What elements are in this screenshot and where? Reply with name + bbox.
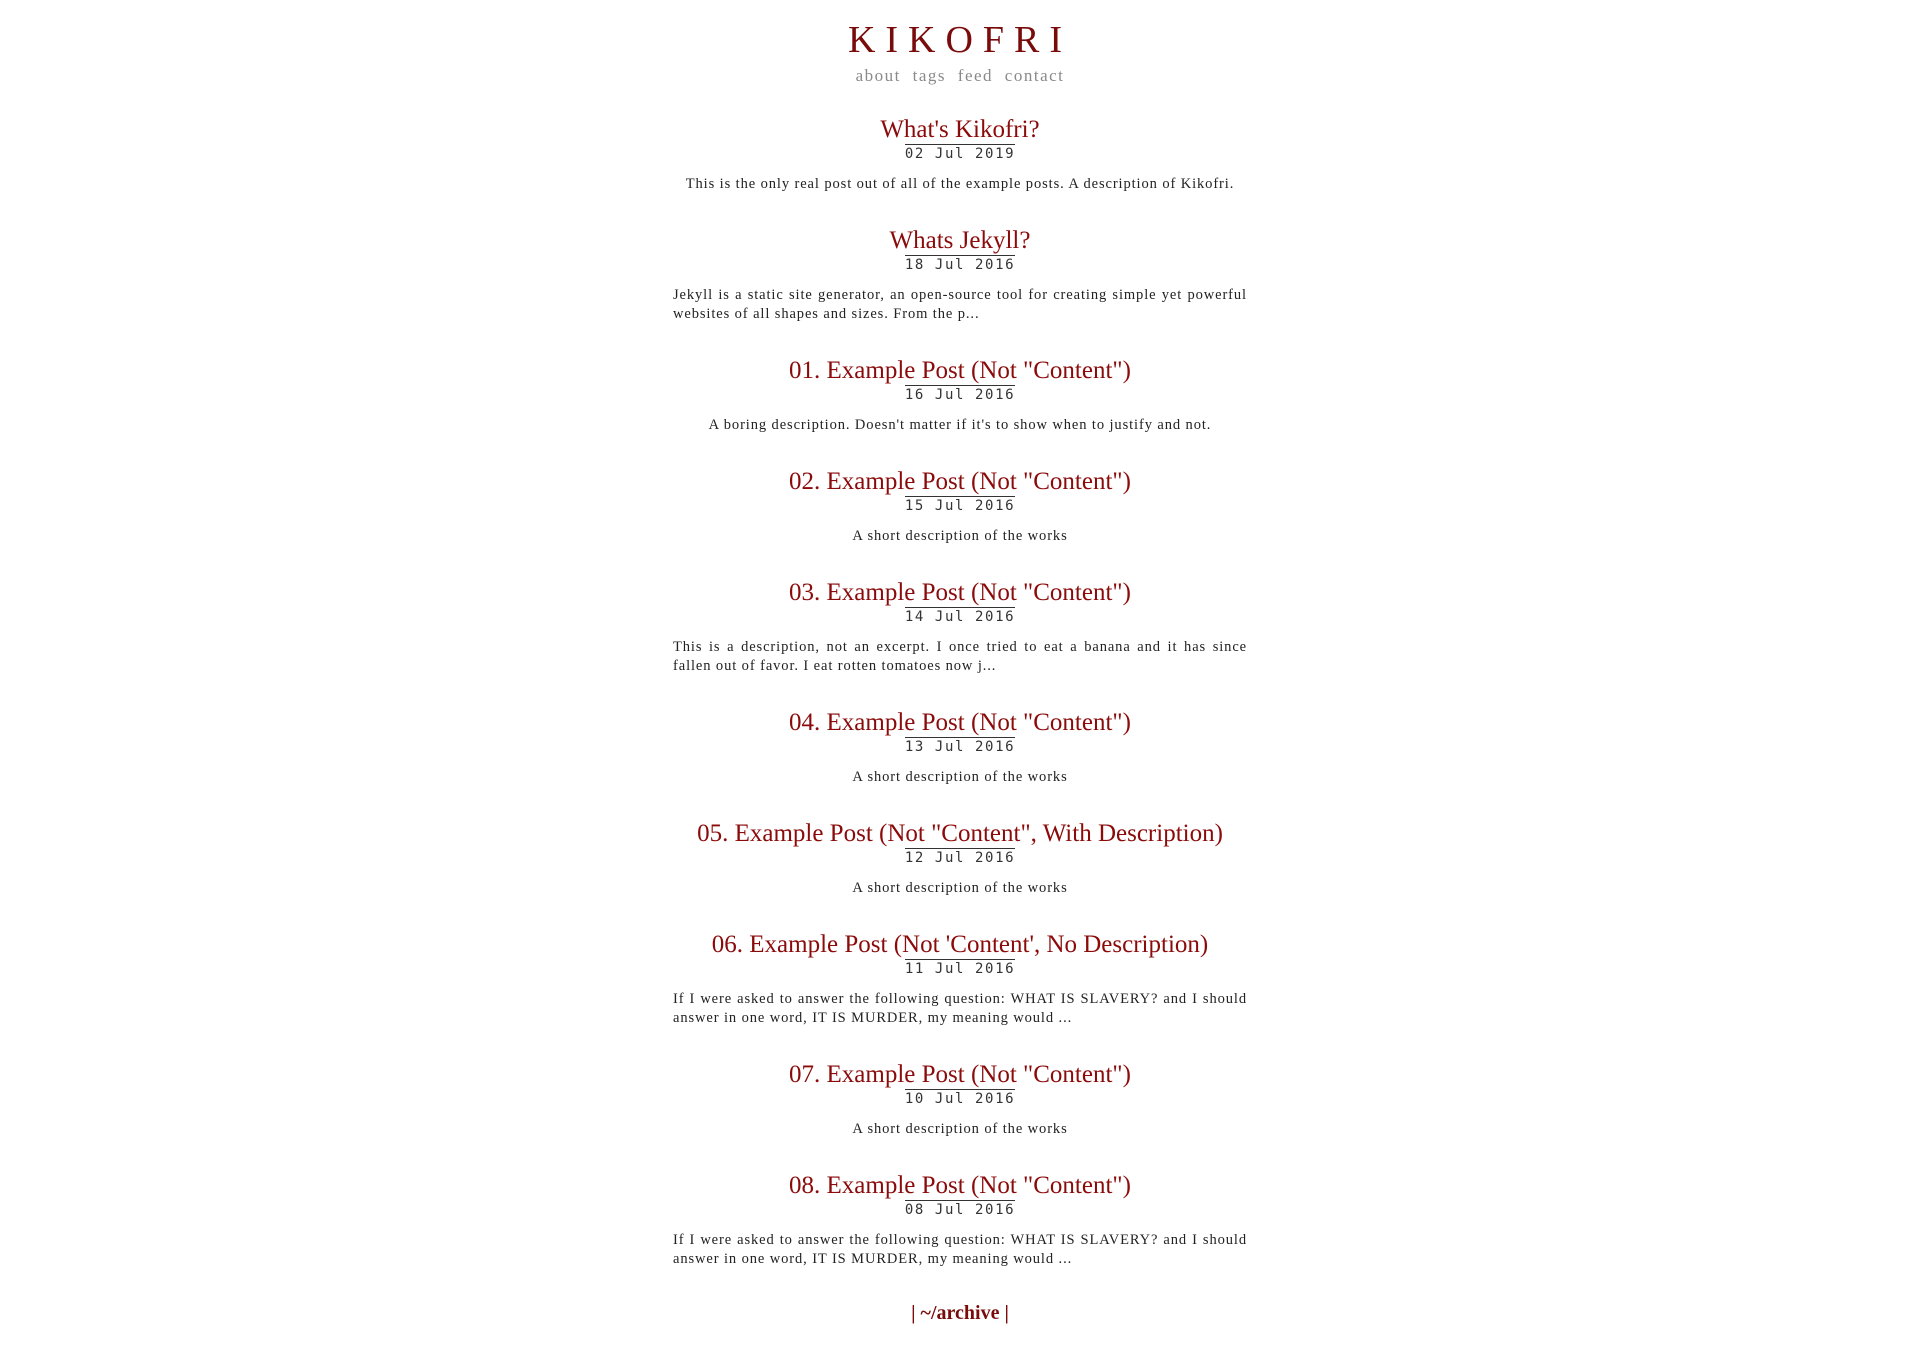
archive-separator-right: | (999, 1302, 1009, 1324)
post-title-link[interactable]: Whats Jekyll? (889, 227, 1031, 254)
post-item (673, 709, 1247, 787)
post-date: 08 Jul 2016 (904, 1202, 1016, 1218)
post-excerpt: A short description of the works (852, 1121, 1068, 1137)
archive-link[interactable]: ~/archive (920, 1302, 1000, 1324)
post-item (673, 227, 1247, 324)
nav-link-contact[interactable]: contact (1004, 66, 1065, 85)
post-title-link[interactable]: 02. Example Post (Not "Content") (789, 468, 1131, 495)
post-item (673, 1172, 1247, 1269)
post-date: 10 Jul 2016 (904, 1091, 1016, 1107)
post-date: 14 Jul 2016 (904, 609, 1016, 625)
post-excerpt: A short description of the works (852, 880, 1068, 896)
site-nav (0, 66, 1920, 86)
post-title-link[interactable]: 04. Example Post (Not "Content") (789, 709, 1131, 736)
nav-link-about[interactable]: about (855, 66, 901, 85)
post-date: 15 Jul 2016 (904, 498, 1016, 514)
post-excerpt: This is a description, not an excerpt. I once tried to eat a banana and it has since fallen out of favor. I eat rotten tomatoes now j... (673, 639, 1247, 674)
site-header (0, 0, 1920, 86)
post-excerpt: If I were asked to answer the following question: WHAT IS SLAVERY? and I should answer in one word, IT IS MURDER, my meaning would ... (673, 991, 1247, 1026)
post-excerpt: Jekyll is a static site generator, an open-source tool for creating simple yet powerful websites of all shapes and sizes. From the p... (673, 287, 1247, 322)
post-item (673, 357, 1247, 435)
post-item (673, 116, 1247, 194)
post-title-link[interactable]: What's Kikofri? (880, 116, 1040, 143)
post-title-link[interactable]: 06. Example Post (Not 'Content', No Description) (711, 931, 1209, 958)
post-excerpt: A short description of the works (852, 769, 1068, 785)
post-title-link[interactable]: 01. Example Post (Not "Content") (789, 357, 1131, 384)
nav-link-tags[interactable]: tags (912, 66, 947, 85)
post-item (673, 468, 1247, 546)
post-excerpt: This is the only real post out of all of the example posts. A description of Kikofri. (685, 176, 1235, 192)
archive-footer (673, 1302, 1247, 1325)
post-excerpt: A short description of the works (852, 528, 1068, 544)
post-date: 13 Jul 2016 (904, 739, 1016, 755)
post-title-link[interactable]: 05. Example Post (Not "Content", With Description) (697, 820, 1223, 847)
post-item (673, 579, 1247, 676)
post-title-link[interactable]: 08. Example Post (Not "Content") (789, 1172, 1131, 1199)
post-excerpt: A boring description. Doesn't matter if it's to show when to justify and not. (708, 417, 1212, 433)
post-date: 18 Jul 2016 (904, 257, 1016, 273)
archive-separator-left: | (911, 1302, 921, 1324)
post-item (673, 1061, 1247, 1139)
site-title-link[interactable]: KIKOFRI (847, 19, 1073, 61)
post-item (673, 820, 1247, 898)
post-date: 11 Jul 2016 (904, 961, 1016, 977)
post-item (673, 931, 1247, 1028)
post-list (673, 116, 1247, 1325)
post-title-link[interactable]: 03. Example Post (Not "Content") (789, 579, 1131, 606)
post-excerpt: If I were asked to answer the following question: WHAT IS SLAVERY? and I should answer in one word, IT IS MURDER, my meaning would ... (673, 1232, 1247, 1267)
post-date: 16 Jul 2016 (904, 387, 1016, 403)
post-date: 02 Jul 2019 (904, 146, 1016, 162)
post-title-link[interactable]: 07. Example Post (Not "Content") (789, 1061, 1131, 1088)
nav-link-feed[interactable]: feed (957, 66, 994, 85)
post-date: 12 Jul 2016 (904, 850, 1016, 866)
